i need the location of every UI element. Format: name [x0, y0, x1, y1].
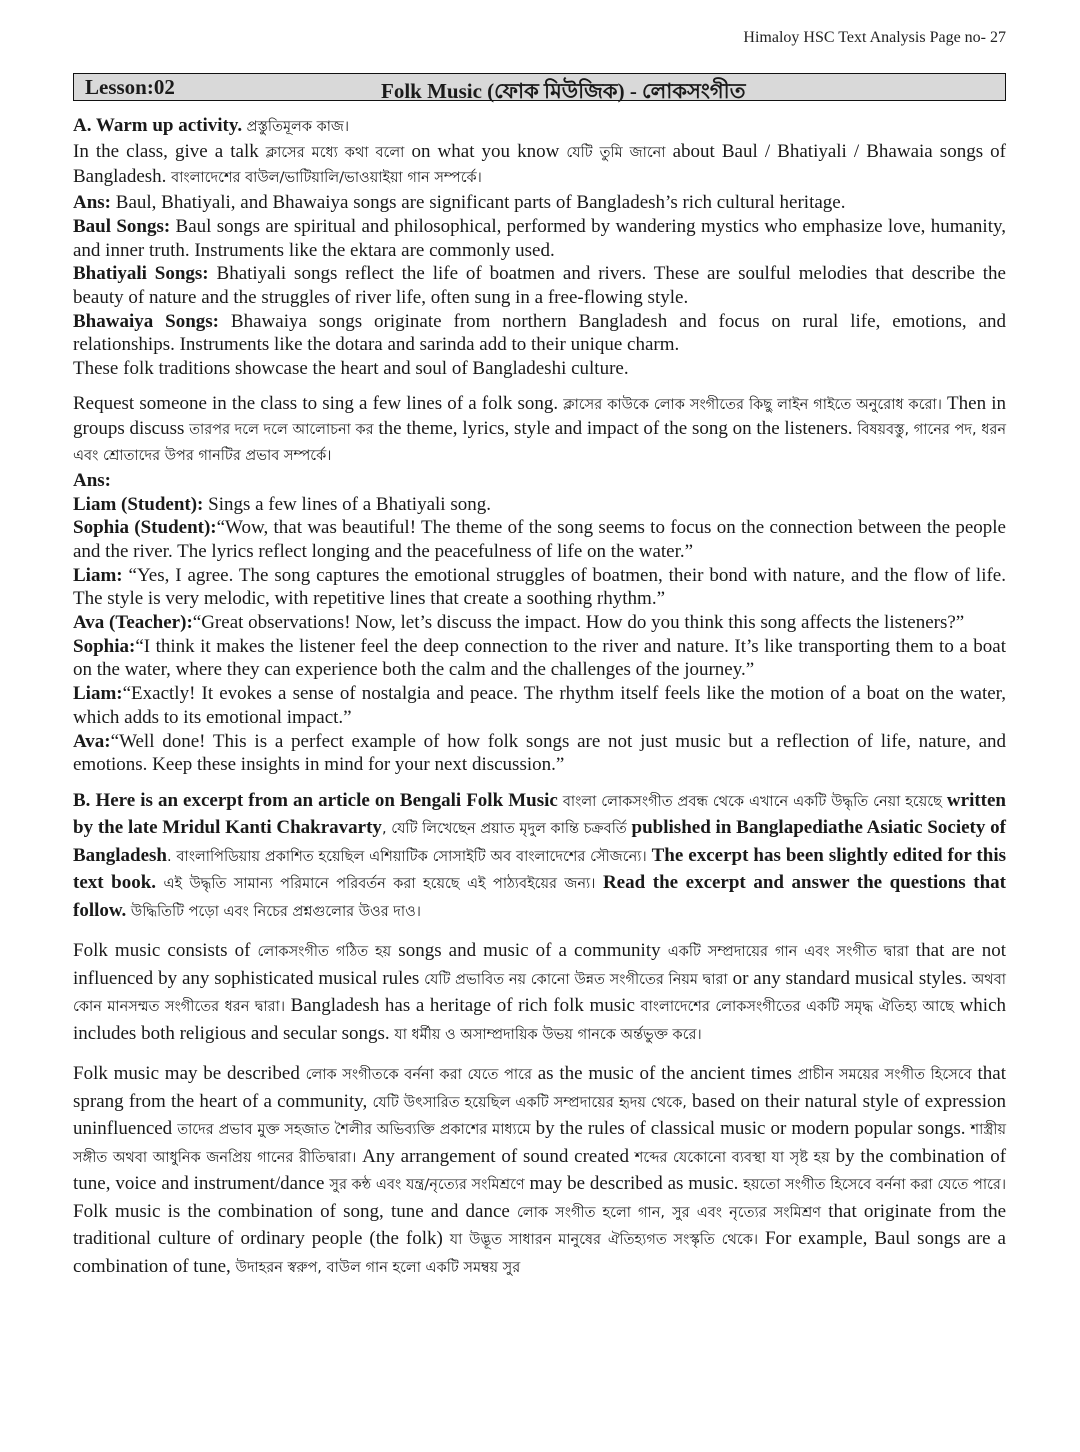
bhawaiya-songs: [73, 310, 1006, 357]
speaker: Liam (Student):: [73, 493, 204, 515]
text-bn: সুর কন্ঠ এবং যন্ত্র/নৃত্যের সংমিশ্রণে: [329, 1177, 525, 1194]
text-bn: বিষয়বস্তু, গানের পদ, ধরন এবং শ্রোতাদের উপর গানটির প্রভাব সম্পর্কে।: [73, 422, 1006, 465]
text-bn: শাস্ত্রীয় সঙ্গীত অথবা আধুনিক জনপ্রিয় গানের রীতিদ্বারা।: [73, 1122, 1006, 1166]
answer-2-label: Ans:: [73, 469, 112, 491]
text-en: by the combination of tune, voice and instrument/dance: [73, 1145, 1007, 1195]
speaker: Sophia:: [73, 635, 136, 657]
term-label: Baul Songs:: [73, 215, 171, 237]
text-bn: , যেটি লিখেছেন প্রয়াত মৃদুল কান্তি চক্রবর্তি: [381, 821, 627, 838]
lesson-header-box: [73, 73, 1006, 101]
speech: “Great observations! Now, let’s discuss the impact. How do you think this song affects the listeners?”: [192, 612, 965, 634]
speech: “Yes, I agree. The song captures the emotional struggles of boatmen, their bond with nature, and the flow of life. The style is very melodic, with repetitive lines that create a soothing rhythm.”: [73, 564, 1006, 610]
text-en: written by the late Mridul Kanti Chakravarty: [73, 789, 1007, 839]
text-bn: যা ধর্মীয় ও অসাম্প্রদায়িক উভয় গানকে অর্ন্তভুক্ত করে।: [394, 1026, 702, 1043]
term-text: Baul songs are spiritual and philosophical, performed by wandering mystics who emphasize love, humanity, and inner truth. Instruments like the ektara are commonly used.: [73, 215, 1006, 261]
speech: “Exactly! It evokes a sense of nostalgia and peace. The rhythm itself feels like the motion of a boat on the water, which adds to its emotional impact.”: [73, 683, 1006, 728]
task-2: [73, 392, 1006, 469]
text-en: that sprang from the heart of a community,: [73, 1063, 1006, 1112]
text-bn: উদ্ধিতিটি পড়ো এবং নিচের প্রশ্নগুলোর উওর দাও।: [126, 903, 421, 920]
text-en: In the class, give a talk: [73, 140, 266, 162]
task-1: [73, 140, 1006, 191]
dialogue-line: [73, 611, 1006, 635]
text-en: may be described as music.: [524, 1173, 744, 1195]
dialogue-line: [73, 516, 1006, 563]
answer-1: [73, 191, 1006, 215]
speaker: Ava:: [73, 730, 111, 752]
text-bn: যেটি প্রভাবিত নয় কোনো উন্নত সংগীতের নিয়ম দ্বারা: [424, 971, 728, 988]
text-en: Then in groups discuss: [73, 392, 1006, 440]
term-text: Bhawaiya songs originate from northern Bangladesh and focus on rural life, emotions, and relationships. Instruments like the dotara and sarinda add to their unique charm.: [73, 310, 1006, 356]
excerpt-paragraph-2: [73, 1061, 1006, 1281]
text-en: on what you know: [404, 140, 567, 162]
text-bn: বাংলাদেশের লোকসংগীতের একটি সমৃদ্ধ ঐতিহ্য আছে: [640, 999, 954, 1016]
section-b-intro: [73, 788, 1006, 926]
term-label: Bhatiyali Songs:: [73, 263, 209, 285]
text-en: by the rules of classical music or modern popular songs.: [530, 1118, 971, 1140]
text-en: Read the excerpt and answer the questions that follow.: [73, 872, 1006, 921]
section-a-heading: [73, 114, 1006, 140]
text-bn: বাংলা লোকসংগীত প্রবন্ধ থেকে এখানে একটি উদ্ধৃতি নেয়া হয়েছে: [562, 793, 942, 810]
text-en: or any standard musical styles.: [727, 967, 972, 989]
speech: “Wow, that was beautiful! The theme of the song seems to focus on the connection between the people and the river. The lyrics reflect longing and the peacefulness of life on the water.”: [73, 517, 1006, 562]
text-en: based on their natural style of expression uninfluenced: [73, 1090, 1006, 1140]
text-en: that are not influenced by any sophisticated musical rules: [73, 940, 1007, 989]
text-bn: . বাংলাপিডিয়ায় প্রকাশিত হয়েছিল এশিয়াটিক সোসাইটি অব বাংলাদেশের সৌজন্যে।: [166, 848, 647, 865]
text-en: Any arrangement of sound created: [356, 1145, 635, 1167]
text-bn: উদাহরন স্বরুপ, বাউল গান হলো একটি সমম্বয় সুর: [235, 1259, 521, 1276]
term-text: Bhatiyali songs reflect the life of boatmen and rivers. These are soulful melodies that describe the beauty of nature and the struggles of river life, often sung in a free-flowing style.: [73, 263, 1006, 308]
text-bn: শব্দের যেকোনো ব্যবস্থা যা সৃষ্ট হয়: [634, 1149, 830, 1166]
dialogue-line: [73, 682, 1006, 729]
section-a-heading-bn: প্রস্তুতিমূলক কাজ।: [242, 119, 350, 135]
text-bn: বাংলাদেশের বাউল/ভাটিয়ালি/ভাওয়াইয়া গান সম্পর্কে।: [171, 170, 482, 187]
text-bn: যা উদ্ভূত সাধারন মানুষের ঐতিহ্যগত সংস্কৃতি থেকে।: [449, 1232, 759, 1249]
speaker: Liam:: [73, 564, 123, 586]
text-en: Bangladesh has a heritage of rich folk music: [285, 995, 641, 1017]
lesson-number: Lesson:02: [85, 75, 175, 99]
text-bn: প্রাচীন সময়ের সংগীত হিসেবে: [797, 1067, 972, 1084]
text-en: published in Banglapediathe Asiatic Society of Bangladesh: [73, 817, 1006, 866]
baul-songs: [73, 215, 1006, 262]
speaker: Liam:: [73, 683, 123, 705]
text-bn: এই উদ্ধৃতি সামান্য পরিমানে পরিবর্তন করা হয়েছে এই পাঠ্যবইয়ের জন্য।: [156, 876, 596, 893]
speech: Sings a few lines of a Bhatiyali song.: [203, 493, 491, 515]
speech: “I think it makes the listener feel the deep connection to the river and nature. It’s like transporting them to a boat on the water, where they can experience both the calm and the challenges of the journey.”: [73, 635, 1006, 681]
text-bn: যেটি তুমি জানো: [566, 144, 666, 161]
dialogue-line: [73, 635, 1006, 682]
answer-label: Ans:: [73, 192, 112, 214]
text-en: songs and music of a community: [391, 940, 668, 962]
text-bn: হয়তো সংগীত হিসেবে বর্ননা করা যেতে পারে।: [743, 1177, 1007, 1194]
text-bn: লোকসংগীত গঠিত হয়: [257, 944, 392, 961]
text-en: the theme, lyrics, style and impact of the song on the listeners.: [373, 418, 858, 440]
answer-text: Baul, Bhatiyali, and Bhawaiya songs are significant parts of Bangladesh’s rich cultural heritage.: [111, 192, 846, 214]
closing-line: These folk traditions showcase the heart and soul of Bangladeshi culture.: [73, 358, 629, 380]
lesson-title: Folk Music (ফোক মিউজিক) - লোকসংগীত: [381, 79, 746, 103]
text-bn: লোক সংগীত হলো গান, সুর এবং নৃত্যের সংমিশ্রণ: [517, 1204, 822, 1221]
text-bn: অথবা কোন মানসম্মত সংগীতের ধরন দ্বারা।: [73, 971, 1006, 1016]
text-en: The excerpt has been slightly edited for this text book.: [73, 844, 1006, 894]
page-content: [73, 114, 1006, 1281]
text-bn: ক্লাসের মধ্যে কথা বলো: [265, 144, 405, 161]
text-bn: যেটি উৎসারিত হয়েছিল একটি সম্প্রদায়ের হৃদয় থেকে,: [372, 1094, 687, 1111]
text-en: as the music of the ancient times: [531, 1063, 798, 1085]
speaker: Sophia (Student):: [73, 517, 217, 539]
text-en: Folk music may be described: [73, 1063, 306, 1085]
text-bn: লোক সংগীতকে বর্ননা করা যেতে পারে: [305, 1067, 532, 1084]
term-label: Bhawaiya Songs:: [73, 310, 220, 332]
text-en: For example, Baul songs are a combination of tune,: [73, 1228, 1006, 1277]
text-en: which includes both religious and secular songs.: [73, 995, 1007, 1044]
text-en: B. Here is an excerpt from an article on Bengali Folk Music: [73, 789, 563, 811]
dialogue-line: [73, 730, 1006, 777]
running-head: Himaloy HSC Text Analysis Page no- 27: [743, 29, 1006, 46]
text-en: that originate from the traditional culture of ordinary people (the folk): [73, 1200, 1007, 1250]
text-en: Folk music consists of: [73, 940, 258, 962]
bhatiyali-songs: [73, 262, 1006, 309]
dialogue-line: [73, 493, 1006, 517]
text-bn: তাদের প্রভাব মুক্ত সহজাত শৈলীর অভিব্যক্তি প্রকাশের মাধ্যমে: [177, 1122, 531, 1139]
speaker: Ava (Teacher):: [73, 612, 193, 634]
text-en: Folk music is the combination of song, tune and dance: [73, 1200, 518, 1222]
text-bn: তারপর দলে দলে আলোচনা কর: [189, 422, 374, 439]
excerpt-paragraph-1: [73, 938, 1006, 1048]
text-bn: একটি সম্প্রদায়ের গান এবং সংগীত দ্বারা: [667, 944, 909, 961]
text-en: about Baul / Bhatiyali / Bhawaia songs of Bangladesh.: [73, 140, 1006, 188]
dialogue-line: [73, 564, 1006, 611]
section-a-heading-text: A. Warm up activity.: [73, 115, 243, 136]
speech: “Well done! This is a perfect example of how folk songs are not just music but a reflection of life, nature, and emotions. Keep these insights in mind for your next discussion.”: [73, 730, 1006, 776]
text-bn: ক্লাসের কাউকে লোক সংগীতের কিছু লাইন গাইতে অনুরোধ করো।: [563, 396, 942, 413]
text-en: Request someone in the class to sing a few lines of a folk song.: [73, 392, 564, 414]
